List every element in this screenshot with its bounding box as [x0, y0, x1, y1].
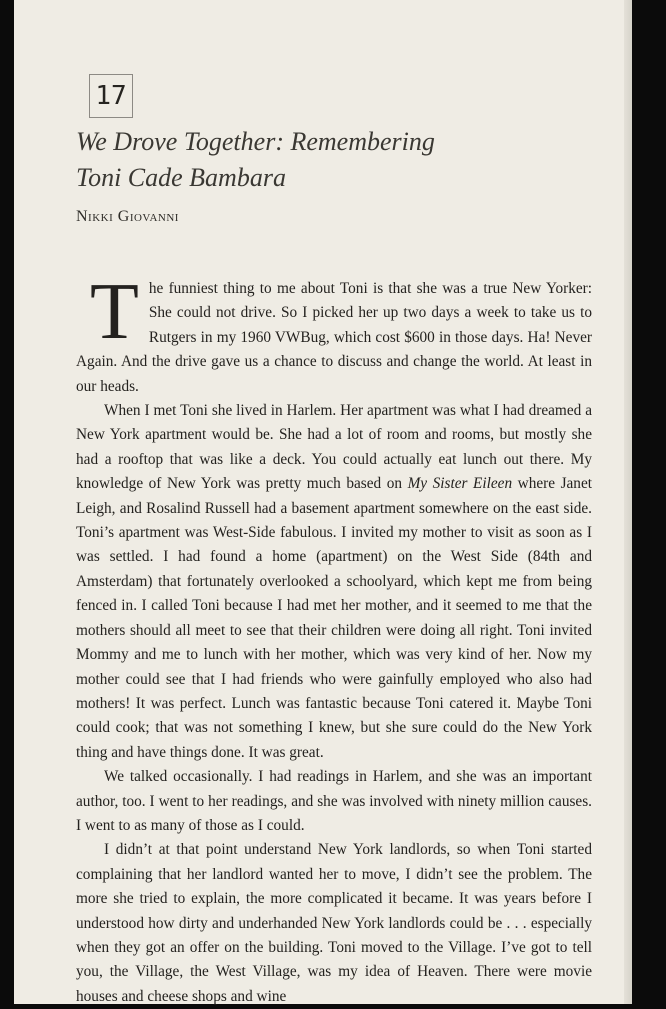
page-edge	[624, 0, 632, 1004]
paragraph-1-text: he funniest thing to me about Toni is that she was a true New Yorker: She could not drive. So I picked her up two days a week to take us to Rutgers in my 1960 VWBug, which cost $600 in those days. Ha! Never Again. And the drive gave us a chance to discuss and change the world. At least in our heads.	[76, 280, 592, 395]
chapter-title-line-2: Toni Cade Bambara	[76, 163, 286, 192]
paragraph-4: I didn’t at that point understand New York landlords, so when Toni started complaining that her landlord wanted her to move, I didn’t see the problem. The more she tried to explain, the more complicated it became. It was years before I understood how dirty and underhanded New York landlords could be . . . especially when they got an offer on the building. Toni moved to the Village. I’ve got to tell you, the Village, the West Village, was my idea of Heaven. There were movie houses and cheese shops and wine	[76, 841, 592, 1005]
chapter-body	[76, 268, 592, 1009]
chapter-title	[76, 124, 435, 196]
book-page	[14, 0, 632, 1004]
paragraph-2-text-before: When I met Toni she lived in Harlem. Her apartment was what I had dreamed a New York apartment would be. She had a lot of room and rooms, but mostly she had a rooftop that was like a deck. You could actually eat lunch out there. My knowledge of New York was pretty much based on	[76, 402, 592, 493]
paragraph-3: We talked occasionally. I had readings in Harlem, and she was an important author, too. I went to her readings, and she was involved with ninety million causes. I went to as many of those as I could.	[76, 768, 592, 834]
book-title-italic: My Sister Eileen	[407, 475, 513, 493]
drop-cap: T	[90, 268, 139, 356]
paragraph-2-text-after: where Janet Leigh, and Rosalind Russell had a basement apartment somewhere on the east side. Toni’s apartment was West-Side fabulous. I invited my mother to visit as soon as I was settled. I had found a home (apartment) on the West Side (84th and Amsterdam) that fortunately overlooked a schoolyard, which kept me from being fenced in. I called Toni because I had met her mother, and it seemed to me that the mothers should all meet to see that their children were doing all right. Toni invited Mommy and me to lunch with her mother, which was very kind of her. Now my mother could see that I had friends who were gainfully employed who also had mothers! It was perfect. Lunch was fantastic because Toni catered it. Maybe Toni could cook; that was not something I knew, but she sure could do the New York thing and have things done. It was great.	[76, 475, 592, 761]
paragraph-1	[76, 268, 592, 399]
paragraph-2	[76, 399, 592, 765]
author-name: Nikki Giovanni	[76, 208, 179, 225]
chapter-number: 17	[89, 74, 133, 118]
chapter-title-line-1: We Drove Together: Remembering	[76, 127, 435, 156]
